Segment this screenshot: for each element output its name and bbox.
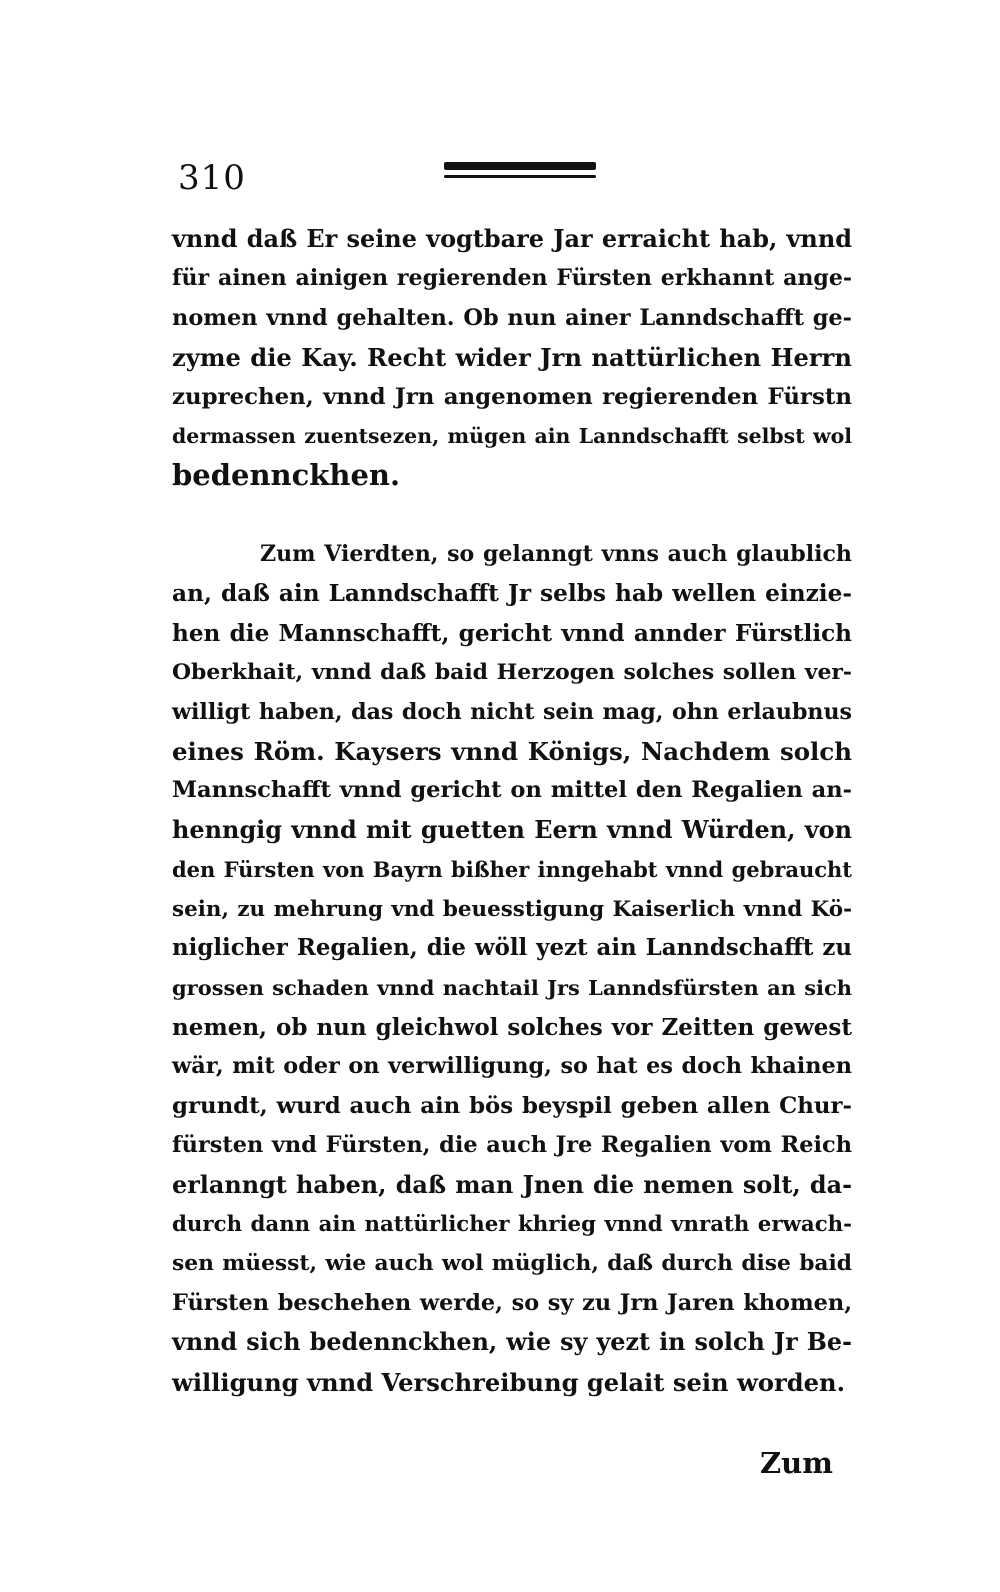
text-line: durch dann ain nattürlicher khrieg vnnd vnrath erwach- [172,1211,852,1237]
text-line: nomen vnnd gehalten. Ob nun ainer Lanndschafft ge- [172,304,852,331]
text-line: sen müesst, wie auch wol müglich, daß durch dise baid [172,1251,852,1277]
text-line: grossen schaden vnnd nachtail Jrs Lanndsfürsten an sich [172,975,852,1001]
page-number: 310 [178,158,246,198]
text-line: Oberkhait, vnnd daß baid Herzogen solches sollen ver- [172,659,852,686]
text-line: hen die Mannschafft, gericht vnnd annder Fürstlich [172,619,852,647]
text-line: dermassen zuentsezen, mügen ain Lanndschafft selbst wol [172,424,852,449]
text-line: für ainen ainigen regierenden Fürsten erkhannt ange- [172,265,852,292]
text-line: fürsten vnd Fürsten, die auch Jre Regalien vom Reich [172,1132,852,1159]
text-line: grundt, wurd auch ain bös beyspil geben allen Chur- [172,1092,852,1119]
text-line: henngig vnnd mit guetten Eern vnnd Würden, von [172,815,852,844]
catchword: Zum [760,1446,833,1480]
text-line: Zum Vierdten, so gelanngt vnns auch glaublich [260,541,852,567]
text-line: zyme die Kay. Recht wider Jrn nattürlichen Herrn [172,343,852,373]
paragraph-1 [172,220,852,496]
header-rule-thick [444,162,596,170]
text-line: an, daß ain Lanndschafft Jr selbs hab wellen einzie- [172,580,852,608]
header-rule-thin [444,175,596,178]
paragraph-2 [172,535,852,1402]
text-line: Mannschafft vnnd gericht on mittel den Regalien an- [172,777,852,804]
header-rule [444,162,596,178]
text-line: vnnd daß Er seine vogtbare Jar erraicht hab, vnnd [172,225,852,253]
text-line: nemen, ob nun gleichwol solches vor Zeitten gewest [172,1013,852,1041]
text-line: niglicher Regalien, die wöll yezt ain Lanndschafft zu [172,935,852,962]
text-line: willigt haben, das doch nicht sein mag, ohn erlaubnus [172,698,852,725]
text-line: bedennckhen. [172,458,401,493]
text-line: den Fürsten von Bayrn bißher inngehabt vnnd gebraucht [172,857,852,883]
text-line: zuprechen, vnnd Jrn angenomen regierenden Fürstn [172,383,852,410]
text-line: vnnd sich bedennckhen, wie sy yezt in solch Jr Be- [172,1328,852,1357]
text-line: Fürsten beschehen werde, so sy zu Jrn Jaren khomen, [172,1289,852,1316]
text-line: willigung vnnd Verschreibung gelait sein worden. [172,1367,846,1397]
text-line: erlanngt haben, daß man Jnen die nemen solt, da- [172,1170,852,1199]
text-line: sein, zu mehrung vnd beuesstigung Kaiserlich vnnd Kö- [172,896,852,922]
text-line: eines Röm. Kaysers vnnd Königs, Nachdem solch [172,737,852,767]
text-line: wär, mit oder on verwilligung, so hat es doch khainen [172,1053,852,1080]
